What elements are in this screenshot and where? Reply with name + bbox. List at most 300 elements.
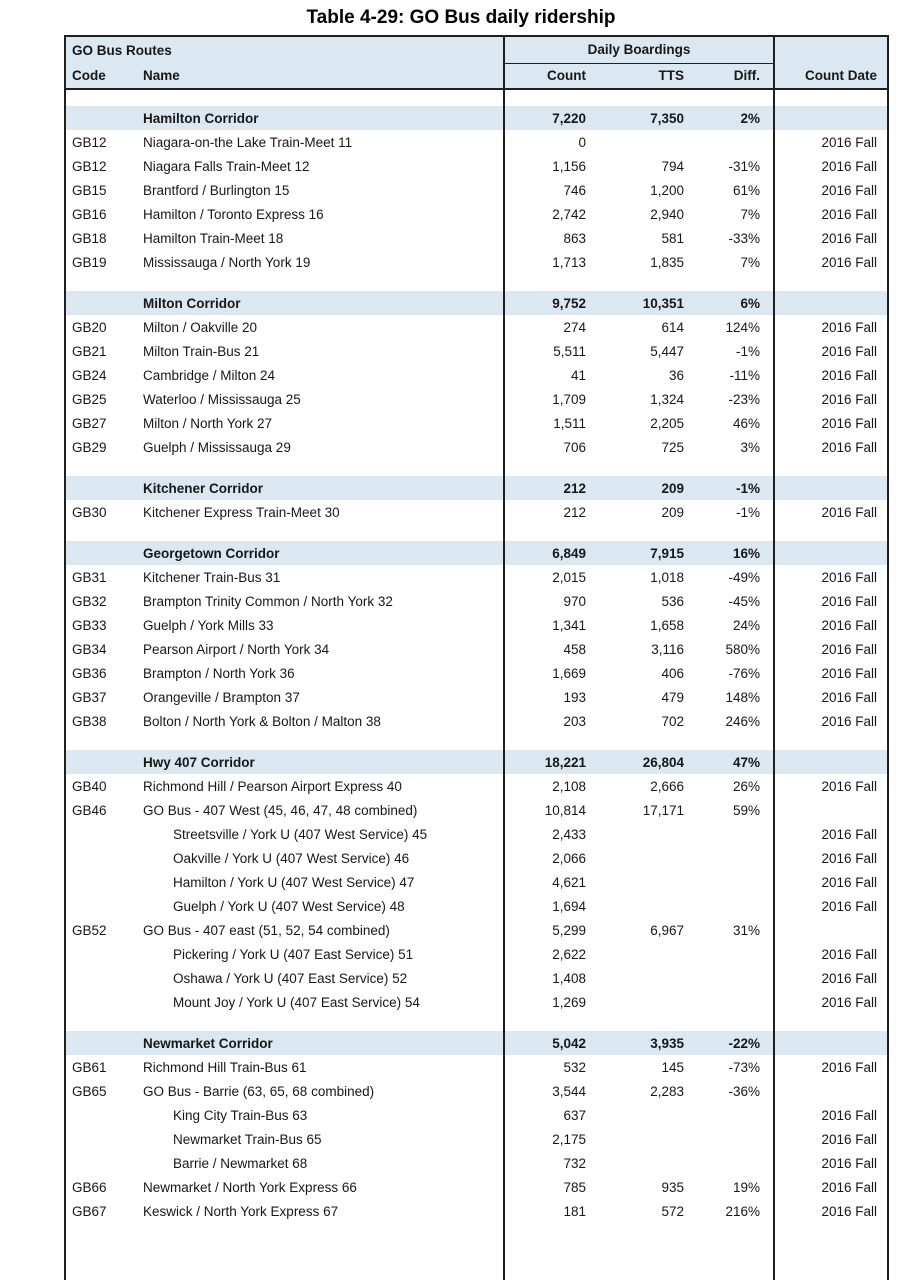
diff-cell: -36% [697,1079,774,1103]
tts-cell: 2,283 [650,1083,685,1099]
name-cell: Niagara-on-the Lake Train-Meet 11 [141,130,504,154]
diff-cell [697,1103,774,1127]
route-row [65,1103,888,1127]
diff-cell: 59% [697,798,774,822]
diff-cell [697,459,774,476]
name-cell: GO Bus - 407 east (51, 52, 54 combined) [141,918,504,942]
count-cell: 732 [563,1155,587,1171]
page-title: Table 4-29: GO Bus daily ridership [306,7,616,28]
date-cell [774,750,888,774]
code-cell [65,1103,141,1127]
date-cell: 2016 Fall [821,641,878,657]
code-cell [65,1223,141,1280]
date-cell: 2016 Fall [821,1155,878,1171]
code-cell: GB61 [72,1059,107,1075]
count-cell: 1,156 [552,158,587,174]
route-row [65,990,888,1014]
tts-cell [599,524,697,541]
date-cell: 2016 Fall [821,970,878,986]
route-row [65,411,888,435]
date-cell: 2016 Fall [821,617,878,633]
date-cell: 2016 Fall [821,994,878,1010]
route-row [65,226,888,250]
count-cell: 863 [563,230,587,246]
code-cell: GB66 [72,1179,107,1195]
diff-cell: 7% [697,250,774,274]
count-cell: 212 [563,504,587,520]
date-cell [774,1223,888,1280]
date-cell: 2016 Fall [821,343,878,359]
name-cell: Kitchener Express Train-Meet 30 [141,500,504,524]
route-row [65,894,888,918]
spacer-row [65,89,888,106]
count-cell: 1,713 [552,254,587,270]
code-cell: GB12 [72,158,107,174]
name-cell [141,524,504,541]
date-cell [774,1014,888,1031]
count-cell: 0 [578,134,587,150]
route-row [65,339,888,363]
name-cell: Pickering / York U (407 East Service) 51 [141,942,504,966]
tts-cell: 36 [668,367,685,383]
name-cell: Milton Corridor [141,291,504,315]
name-cell: Hamilton Corridor [141,106,504,130]
count-cell: 2,066 [552,850,587,866]
date-cell [774,106,888,130]
diff-cell [697,942,774,966]
tts-cell: 145 [661,1059,685,1075]
date-cell: 2016 Fall [821,946,878,962]
route-row [65,661,888,685]
route-row [65,942,888,966]
count-cell: 18,221 [504,750,599,774]
tts-cell: 794 [661,158,685,174]
date-cell: 2016 Fall [821,158,878,174]
name-cell: Oakville / York U (407 West Service) 46 [141,846,504,870]
diff-cell: 124% [697,315,774,339]
date-cell [774,1031,888,1055]
code-cell [65,990,141,1014]
name-cell: Cambridge / Milton 24 [141,363,504,387]
code-cell [65,870,141,894]
table-body [65,89,888,1280]
diff-cell [697,870,774,894]
spacer-row [65,1223,888,1280]
code-cell: GB27 [72,415,107,431]
diff-cell [697,894,774,918]
code-cell: GB38 [72,713,107,729]
code-cell [65,1151,141,1175]
diff-cell [697,274,774,291]
count-cell: 7,220 [504,106,599,130]
code-cell [65,459,141,476]
corridor-section-row [65,106,888,130]
code-cell: GB29 [72,439,107,455]
spacer-row [65,733,888,750]
diff-cell: 26% [697,774,774,798]
diff-cell: -49% [697,565,774,589]
date-cell [774,918,888,942]
name-cell: Guelph / York Mills 33 [141,613,504,637]
diff-cell: 6% [697,291,774,315]
route-row [65,250,888,274]
route-row [65,613,888,637]
code-cell [65,1031,141,1055]
tts-cell: 572 [661,1203,685,1219]
count-cell: 2,433 [552,826,587,842]
name-cell: Guelph / Mississauga 29 [141,435,504,459]
date-cell: 2016 Fall [821,206,878,222]
count-cell: 1,511 [553,415,587,431]
tts-cell: 3,935 [599,1031,697,1055]
tts-cell: 10,351 [599,291,697,315]
name-cell: Keswick / North York Express 67 [141,1199,504,1223]
date-cell: 2016 Fall [821,1203,878,1219]
tts-cell [599,89,697,106]
route-row [65,1055,888,1079]
tts-cell: 209 [661,504,685,520]
name-cell: Bolton / North York & Bolton / Malton 38 [141,709,504,733]
code-cell: GB21 [72,343,107,359]
code-cell: GB36 [72,665,107,681]
code-cell: GB15 [72,182,107,198]
code-cell: GB46 [72,802,107,818]
name-cell: Pearson Airport / North York 34 [141,637,504,661]
date-cell [774,1079,888,1103]
date-cell [774,274,888,291]
date-cell: 2016 Fall [821,713,878,729]
diff-cell: -22% [697,1031,774,1055]
code-cell: GB40 [72,778,107,794]
diff-cell: -76% [697,661,774,685]
tts-cell [599,274,697,291]
count-cell: 2,015 [552,569,587,585]
tts-cell: 614 [661,319,685,335]
route-row [65,918,888,942]
header-diff: Diff. [697,63,774,89]
tts-cell [599,894,697,918]
count-cell: 532 [563,1059,587,1075]
code-cell [65,274,141,291]
tts-cell: 17,171 [642,802,685,818]
count-cell: 1,269 [552,994,587,1010]
count-cell: 6,849 [504,541,599,565]
count-cell: 3,544 [552,1083,587,1099]
date-cell: 2016 Fall [821,230,878,246]
route-row [65,435,888,459]
code-cell: GB20 [72,319,107,335]
name-cell: Milton Train-Bus 21 [141,339,504,363]
header-code: Code [65,63,141,89]
tts-cell: 2,205 [650,415,685,431]
diff-cell [697,89,774,106]
date-cell: 2016 Fall [821,1107,878,1123]
date-cell: 2016 Fall [821,1179,878,1195]
diff-cell [697,524,774,541]
tts-cell [599,733,697,750]
date-cell: 2016 Fall [821,665,878,681]
date-cell: 2016 Fall [821,504,878,520]
route-row [65,500,888,524]
tts-cell [599,1014,697,1031]
count-cell: 1,408 [552,970,587,986]
tts-cell [599,1127,697,1151]
name-cell: Newmarket Train-Bus 65 [141,1127,504,1151]
date-cell: 2016 Fall [821,874,878,890]
date-cell [774,541,888,565]
code-cell [65,894,141,918]
corridor-section-row [65,541,888,565]
code-cell [65,1127,141,1151]
date-cell: 2016 Fall [821,391,878,407]
tts-cell: 1,658 [650,617,685,633]
name-cell [141,733,504,750]
name-cell: Mount Joy / York U (407 East Service) 54 [141,990,504,1014]
count-cell: 785 [563,1179,587,1195]
route-row [65,154,888,178]
diff-cell: -31% [697,154,774,178]
diff-cell [697,1127,774,1151]
diff-cell: -23% [697,387,774,411]
diff-cell: 61% [697,178,774,202]
route-row [65,1199,888,1223]
count-cell [504,274,599,291]
code-cell: GB34 [72,641,107,657]
name-cell: GO Bus - Barrie (63, 65, 68 combined) [141,1079,504,1103]
code-cell: GB12 [72,134,107,150]
route-row [65,130,888,154]
tts-cell [599,846,697,870]
diff-cell: 2% [697,106,774,130]
route-row [65,966,888,990]
name-cell: Guelph / York U (407 West Service) 48 [141,894,504,918]
count-cell [504,459,599,476]
route-row [65,822,888,846]
tts-cell: 1,324 [650,391,685,407]
report-page [0,7,922,1280]
count-cell: 5,299 [552,922,587,938]
tts-cell [599,459,697,476]
name-cell [141,274,504,291]
count-cell: 274 [563,319,587,335]
date-cell: 2016 Fall [821,415,878,431]
route-row [65,589,888,613]
count-cell [504,1223,599,1280]
name-cell: Richmond Hill / Pearson Airport Express 40 [141,774,504,798]
count-cell: 2,175 [552,1131,587,1147]
code-cell: GB33 [72,617,107,633]
date-cell: 2016 Fall [821,1059,878,1075]
count-cell: 706 [563,439,587,455]
name-cell [141,89,504,106]
route-row [65,1151,888,1175]
count-cell: 2,108 [552,778,587,794]
route-row [65,178,888,202]
code-cell [65,846,141,870]
tts-cell [599,966,697,990]
code-cell [65,1014,141,1031]
header-go-bus-routes: GO Bus Routes [65,36,504,63]
diff-cell [697,822,774,846]
route-row [65,565,888,589]
name-cell: Oshawa / York U (407 East Service) 52 [141,966,504,990]
diff-cell [697,1223,774,1280]
go-bus-ridership-table [64,35,889,1280]
date-cell [774,476,888,500]
count-cell: 746 [563,182,587,198]
count-cell: 5,042 [504,1031,599,1055]
name-cell: King City Train-Bus 63 [141,1103,504,1127]
route-row [65,685,888,709]
code-cell [65,476,141,500]
count-cell [504,89,599,106]
count-cell: 41 [570,367,587,383]
tts-cell: 702 [661,713,685,729]
name-cell: Brampton / North York 36 [141,661,504,685]
route-row [65,387,888,411]
code-cell [65,291,141,315]
name-cell: Mississauga / North York 19 [141,250,504,274]
name-cell: Hamilton / York U (407 West Service) 47 [141,870,504,894]
spacer-row [65,274,888,291]
route-row [65,870,888,894]
code-cell: GB16 [72,206,107,222]
count-cell: 970 [563,593,587,609]
name-cell: Hamilton Train-Meet 18 [141,226,504,250]
diff-cell [697,990,774,1014]
tts-cell: 479 [661,689,685,705]
table-header [65,36,888,89]
tts-cell [599,870,697,894]
route-row [65,709,888,733]
corridor-section-row [65,291,888,315]
spacer-row [65,1014,888,1031]
header-group-row [65,36,888,63]
diff-cell: -45% [697,589,774,613]
count-cell: 1,341 [552,617,587,633]
tts-cell: 5,447 [650,343,685,359]
count-cell [504,524,599,541]
tts-cell: 1,200 [650,182,685,198]
route-row [65,315,888,339]
date-cell: 2016 Fall [821,850,878,866]
diff-cell [697,1014,774,1031]
count-cell: 203 [563,713,587,729]
name-cell: Waterloo / Mississauga 25 [141,387,504,411]
diff-cell: -1% [697,476,774,500]
diff-cell: 580% [697,637,774,661]
diff-cell [697,1151,774,1175]
diff-cell [697,733,774,750]
name-cell [141,1014,504,1031]
date-cell: 2016 Fall [821,367,878,383]
code-cell: GB65 [72,1083,107,1099]
header-daily-boardings: Daily Boardings [504,36,774,63]
name-cell: Barrie / Newmarket 68 [141,1151,504,1175]
corridor-section-row [65,750,888,774]
code-cell: GB25 [72,391,107,407]
date-cell: 2016 Fall [821,898,878,914]
diff-cell: 16% [697,541,774,565]
tts-cell: 935 [661,1179,685,1195]
code-cell [65,524,141,541]
route-row [65,1175,888,1199]
tts-cell: 209 [599,476,697,500]
tts-cell: 6,967 [650,922,685,938]
tts-cell: 26,804 [599,750,697,774]
diff-cell [697,130,774,154]
code-cell [65,966,141,990]
diff-cell: -11% [697,363,774,387]
count-cell: 193 [563,689,587,705]
corridor-section-row [65,1031,888,1055]
date-cell [774,459,888,476]
code-cell: GB31 [72,569,107,585]
name-cell: Richmond Hill Train-Bus 61 [141,1055,504,1079]
route-row [65,774,888,798]
date-cell: 2016 Fall [821,1131,878,1147]
date-cell [774,524,888,541]
date-cell: 2016 Fall [821,134,878,150]
name-cell: Hamilton / Toronto Express 16 [141,202,504,226]
name-cell: Newmarket Corridor [141,1031,504,1055]
count-cell: 2,742 [552,206,587,222]
date-cell: 2016 Fall [821,569,878,585]
name-cell: Hwy 407 Corridor [141,750,504,774]
spacer-row [65,524,888,541]
diff-cell: -1% [697,500,774,524]
date-cell: 2016 Fall [821,254,878,270]
code-cell [65,750,141,774]
name-cell: Orangeville / Brampton 37 [141,685,504,709]
code-cell: GB19 [72,254,107,270]
count-cell [504,733,599,750]
name-cell: Kitchener Corridor [141,476,504,500]
count-cell: 181 [563,1203,587,1219]
code-cell [65,822,141,846]
date-cell: 2016 Fall [821,778,878,794]
diff-cell: 47% [697,750,774,774]
code-cell: GB30 [72,504,107,520]
date-cell: 2016 Fall [821,593,878,609]
diff-cell: 246% [697,709,774,733]
count-cell: 458 [563,641,587,657]
tts-cell: 581 [661,230,685,246]
date-cell: 2016 Fall [821,182,878,198]
tts-cell: 536 [661,593,685,609]
tts-cell [599,130,697,154]
diff-cell: -1% [697,339,774,363]
route-row [65,1079,888,1103]
count-cell: 10,814 [544,802,587,818]
name-cell: Newmarket / North York Express 66 [141,1175,504,1199]
tts-cell: 7,350 [599,106,697,130]
diff-cell: 216% [697,1199,774,1223]
tts-cell [599,942,697,966]
route-row [65,202,888,226]
header-name: Name [141,63,504,89]
header-tts: TTS [599,63,697,89]
code-cell [65,942,141,966]
route-row [65,798,888,822]
route-row [65,1127,888,1151]
count-cell: 1,694 [552,898,587,914]
date-cell [774,89,888,106]
code-cell: GB32 [72,593,107,609]
route-row [65,363,888,387]
code-cell [65,89,141,106]
header-count-date: Count Date [774,36,888,89]
